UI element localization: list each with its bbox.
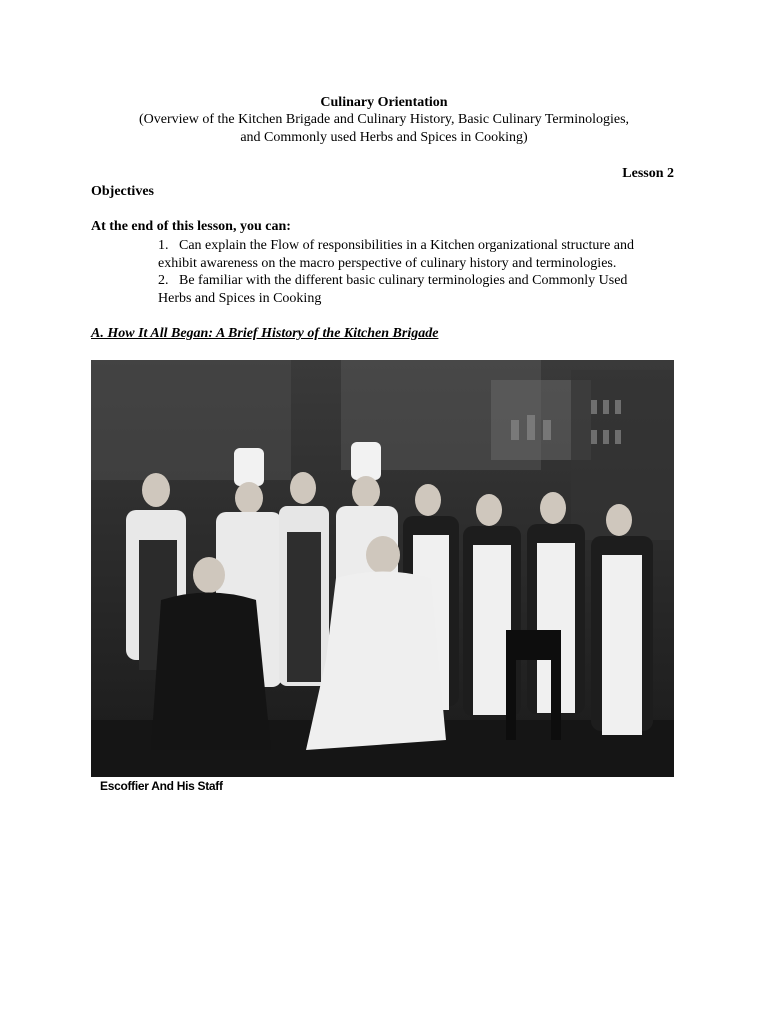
- objective-text-continued: Herbs and Spices in Cooking: [158, 290, 322, 306]
- objective-text: Be familiar with the different basic culinary terminologies and Commonly Used: [179, 273, 628, 288]
- subtitle-line-1: (Overview of the Kitchen Brigade and Culinary History, Basic Culinary Terminologies,: [138, 112, 630, 127]
- subtitle-line-2: and Commonly used Herbs and Spices in Cooking): [240, 130, 528, 145]
- objective-number: 1.: [158, 238, 169, 253]
- objective-text-continued: exhibit awareness on the macro perspective of culinary history and terminologies.: [158, 255, 617, 271]
- document-title: Culinary Orientation: [320, 95, 448, 110]
- objectives-intro: At the end of this lesson, you can:: [91, 219, 291, 234]
- objective-item: [158, 237, 678, 272]
- objective-line: [158, 272, 678, 290]
- objectives-heading: Objectives: [91, 184, 154, 199]
- objective-text: Can explain the Flow of responsibilities in a Kitchen organizational structure and: [179, 238, 635, 253]
- staff-photo: [91, 360, 674, 777]
- objectives-list: [158, 237, 678, 307]
- objective-item: [158, 272, 678, 307]
- objective-number: 2.: [158, 273, 169, 288]
- section-heading: A. How It All Began: A Brief History of the Kitchen Brigade: [91, 326, 439, 341]
- document-subtitle: [0, 111, 768, 147]
- objective-line: [158, 237, 678, 255]
- lesson-label: Lesson 2: [622, 166, 674, 181]
- photo-caption: Escoffier And His Staff: [100, 779, 223, 793]
